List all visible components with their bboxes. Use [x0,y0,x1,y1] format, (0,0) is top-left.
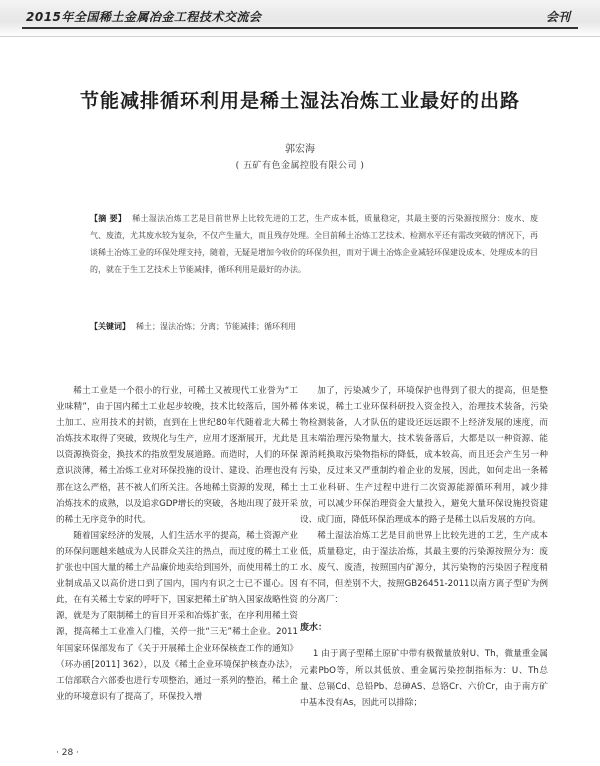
author-name: 郭宏海 [285,144,315,155]
keywords [90,320,538,334]
list-item: 1 由于离子型稀土原矿中带有极微量放射U、Th，微量重金属元素PbO等，所以其低放、重金属污染控制指标为：U、Th总量、总镉Cd、总铅Pb、总砷AS、总铬Cr、六价Cr，由于南方矿中基本没有As，因此可以排除； [300,649,548,708]
keywords-label: 【关键词】 [90,322,130,331]
paragraph: 稀土湿法冶炼工艺是目前世界上比较先进的工艺，生产成本低，质量稳定，由于湿法冶炼，其最主要的污染源按照分为：废水、废气、废渣，按照国内矿源分，其污染物的污染因子程度稍有不同，但差别不大，按照GB26451-2011以南方离子型矿为例的分离厂： [300,530,548,606]
section-subhead: 废水： [300,623,328,634]
body-column-left [56,383,298,705]
page-number: · 28 · [56,748,79,758]
paragraph: 加了，污染减少了，环境保护也得到了很大的提高，但是整体来说，稀土工业环保科研投入资金投入，治理技术装备，污染物检测装备，人才队伍的建设还远远跟不上经济发展的速度，而且末端治理污染物量大，技术装备落后，大都是以一种资源、能源消耗换取污染物指标的降低，成本较高，而且还会产生另一种污染，反过来又严重制约着企业的发展，因此，如何走出一条稀土工业科研、生产过程中进行二次资源能源循环利用，减少排放，可以减少环保治理资金大量投入，避免大量环保设施投资建设、成门面，降低环保治理成本的路子是稀土以后发展的方向。 [300,386,548,525]
paragraph: 稀土工业是一个很小的行业，可稀土又被现代工业誉为“工业味精”，由于国内稀土工业起步较晚，技术比较落后，国外稀土加工、应用技术的封锁，直到在上世纪80年代随着北大稀土冶炼技术取得了突破，致规化与生产，应用才逐渐展开，尤此是以资源换资金，换技术的指放型发展道路。而造时，人们的环保意识淡薄，稀土冶炼工业对环保投施的设计、建设、治理也没有那在这么严格，甚不被人们所关注。各地稀土资源的发现，稀土冶炼技术的成熟，以及追求GDP增长的突破，各地出现了鼓开采的稀土无序竞争的时代。 [56,386,298,525]
author-affiliation: ( 五矿有色金属控股有限公司 ) [235,161,365,171]
abstract-label: 【摘 要】 [90,214,127,223]
article-title: 节能减排循环利用是稀土湿法冶炼工业最好的出路 [79,90,520,112]
running-header [0,0,600,37]
section-label: 会刊 [545,10,570,24]
paragraph: 随着国家经济的发展，人们生活水平的提高，稀土资源产业的环保问题越来越成为人民群众关注的热点，而过度的稀土工业扩张也中国大量的稀土产品廉价地卖给到国外，而使用稀土的工业制成品又以高价进口到了国内，国内有识之士已不谨心。因此，在有关稀土专家的呼吁下，国家把稀土矿纳入国家战略性资源，就是为了限制稀土的盲目开采和冶炼扩张，在序利用稀土资源，提高稀土工业准入门槛，关停一批“三无”稀土企业。2011年国家环保部发布了《关于开展稀土企业环保核查工作的通知》（环办函[2011] 362），以及《稀土企业环境保护核查办法》，工信部联合六部委也进行专项整治，通过一系列的整治，稀土企业的环境意识有了提高了，环保投入增 [56,530,298,702]
proceedings-title: 2015年全国稀土金属冶金工程技术交流会 [26,10,262,24]
keywords-text: 稀土；湿法冶炼；分离；节能减排；循环利用 [136,322,296,331]
header-rule [22,27,578,29]
abstract [90,210,538,278]
abstract-text: 稀土湿法冶炼工艺是目前世界上比较先进的工艺，生产成本低，质量稳定，其最主要的污染源按照分：废水、废气、废渣，尤其废水较为复杂，不仅产生量大，而且残存处理。全目前稀土冶炼工艺技术、检测水平还有需改突破的情况下，再谈稀土冶炼工业的环保处理支持，随着，无疑是增加今收价的环保负担，而对于调土冶炼企业减轻环保建设成本、处理成本的目的，就在于生工艺技术上节能减排，循环利用是最好的办法。 [90,214,538,274]
body-column-right [300,383,548,711]
